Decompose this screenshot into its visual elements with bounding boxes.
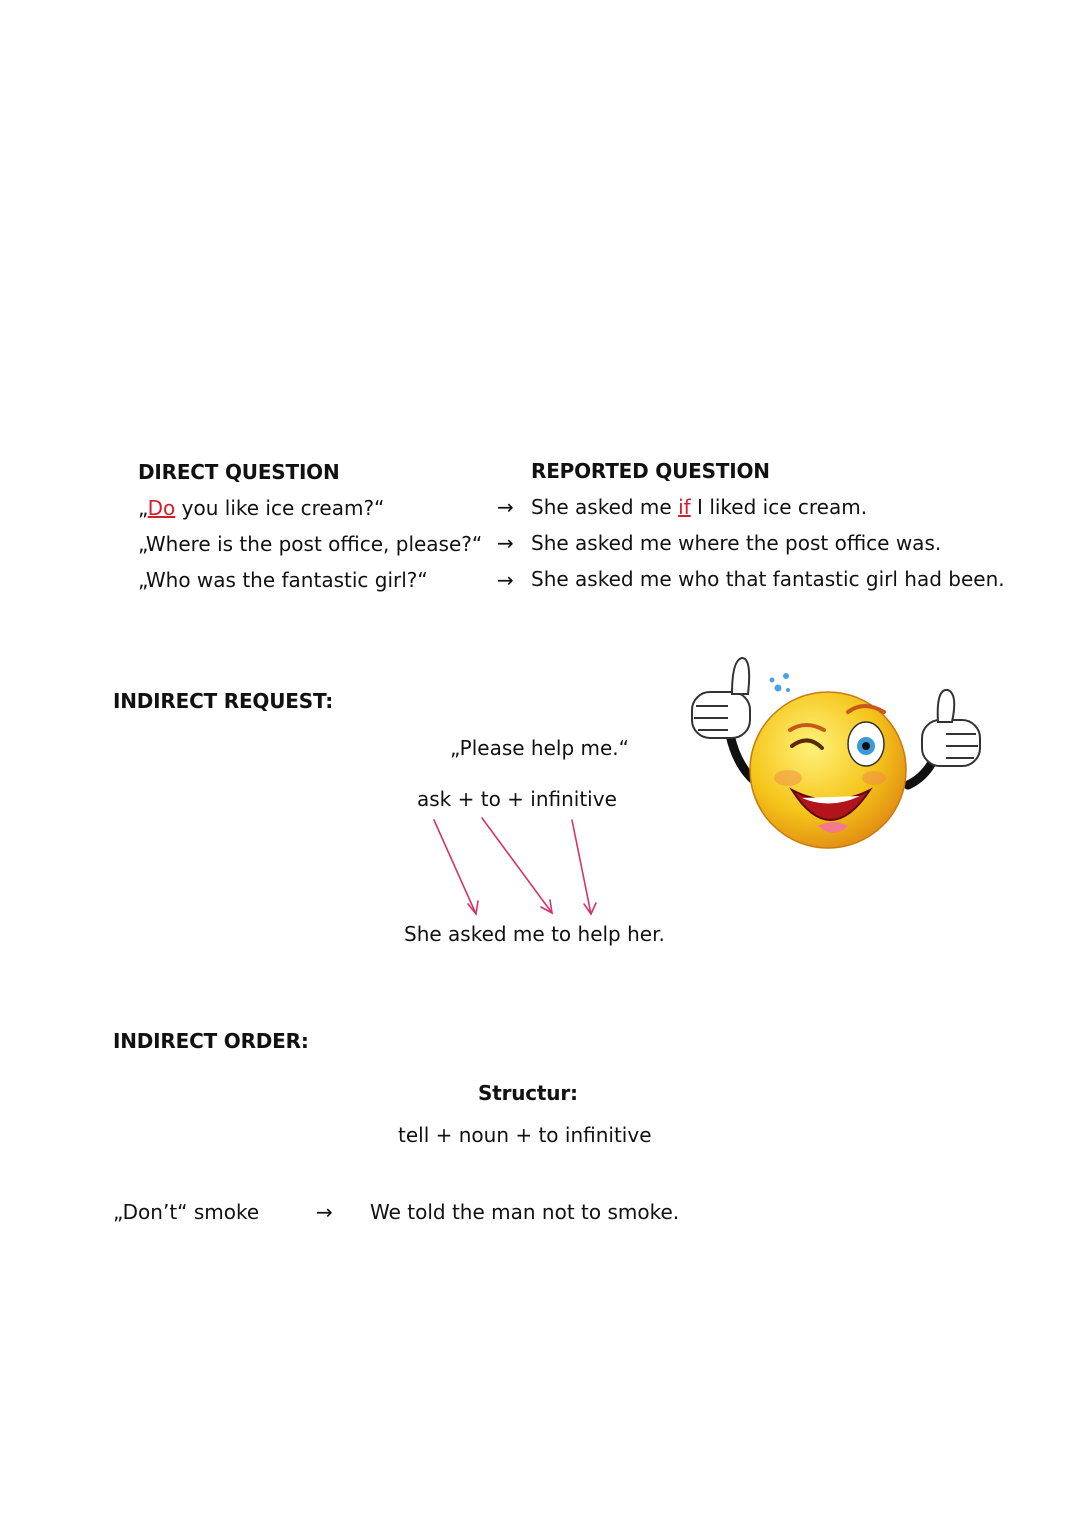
direct-question-2: „Where is the post office, please?“: [138, 532, 483, 556]
direct-question-heading: DIRECT QUESTION: [138, 460, 340, 484]
highlight-if: if: [678, 495, 691, 519]
direct-question-3: „Who was the fantastic girl?“: [138, 568, 428, 592]
order-formula: tell + noun + to infinitive: [398, 1123, 652, 1147]
arrow-infinitive: [572, 820, 596, 914]
order-example-direct: „Don’t“ smoke: [113, 1200, 260, 1224]
structure-label: Structur:: [478, 1081, 578, 1105]
request-quote: „Please help me.“: [450, 736, 630, 760]
arrow-icon: →: [497, 531, 514, 555]
smiley-icon: [680, 650, 990, 865]
reported-question-heading: REPORTED QUESTION: [531, 459, 770, 483]
direct-question-1: „Do you like ice cream?“: [138, 496, 385, 520]
order-example-reported: We told the man not to smoke.: [370, 1200, 680, 1224]
highlight-do: Do: [147, 496, 176, 520]
arrow-icon: →: [316, 1200, 333, 1224]
arrow-to: [482, 818, 552, 913]
reported-question-3: She asked me who that fantastic girl had been.: [531, 567, 1005, 591]
reported-question-1: She asked me if I liked ice cream.: [531, 495, 868, 519]
arrow-icon: →: [497, 568, 514, 592]
request-result: She asked me to help her.: [404, 922, 665, 946]
arrow-icon: →: [497, 495, 514, 519]
reported-question-2: She asked me where the post office was.: [531, 531, 942, 555]
arrow-ask: [434, 820, 478, 914]
indirect-request-heading: INDIRECT REQUEST:: [113, 689, 334, 713]
indirect-order-heading: INDIRECT ORDER:: [113, 1029, 309, 1053]
request-formula: ask + to + infinitive: [417, 787, 617, 811]
